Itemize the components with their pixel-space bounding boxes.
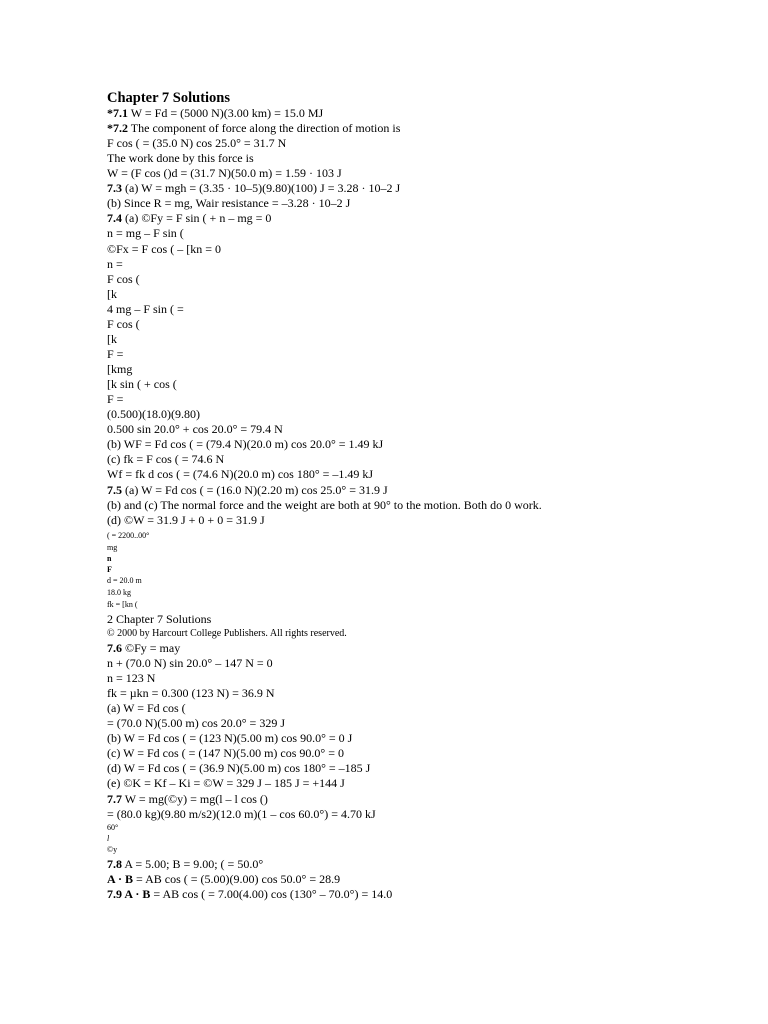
solution-line: F cos ( — [107, 272, 140, 286]
solution-line: (c) fk = F cos ( = 74.6 N — [107, 452, 225, 466]
solution-line: W = (F cos ()d = (31.7 N)(50.0 m) = 1.59 · 103 J — [107, 166, 342, 180]
copyright-notice: © 2000 by Harcourt College Publishers. All rights reserved. — [107, 628, 347, 639]
solution-line: F = — [107, 347, 124, 361]
figure-label: ( = 2200..00° — [107, 531, 150, 540]
solution-line: (e) ©K = Kf – Ki = ©W = 329 J – 185 J = +144 J — [107, 776, 345, 790]
figure-label: ©y — [107, 845, 118, 854]
solution-line: A · B = AB cos ( = (5.00)(9.00) cos 50.0° = 28.9 — [107, 872, 341, 886]
solution-line: F cos ( — [107, 317, 140, 331]
solution-line: 7.8 A = 5.00; B = 9.00; ( = 50.0° — [107, 857, 264, 871]
figure-label: 60° — [107, 823, 119, 832]
page-header: 2 Chapter 7 Solutions — [107, 612, 212, 626]
solution-line: (0.500)(18.0)(9.80) — [107, 407, 200, 421]
figure-label: fk = [kn ( — [107, 600, 138, 609]
solution-line: The work done by this force is — [107, 151, 254, 165]
solution-line: ©Fx = F cos ( – [kn = 0 — [107, 242, 221, 256]
solution-line: 7.6 ©Fy = may — [107, 641, 181, 655]
figure-label: d = 20.0 m — [107, 576, 142, 585]
solution-line: = (70.0 N)(5.00 m) cos 20.0° = 329 J — [107, 716, 285, 730]
solution-line: (d) ©W = 31.9 J + 0 + 0 = 31.9 J — [107, 513, 265, 527]
solution-line: [k — [107, 332, 117, 346]
solution-line: = (80.0 kg)(9.80 m/s2)(12.0 m)(1 – cos 60.0°) = 4.70 kJ — [107, 807, 376, 821]
solution-line: 7.4 (a) ©Fy = F sin ( + n – mg = 0 — [107, 211, 272, 225]
solution-line: n = — [107, 257, 123, 271]
solution-line: 7.3 (a) W = mgh = (3.35 · 10–5)(9.80)(100) J = 3.28 · 10–2 J — [107, 181, 401, 195]
solution-line: n + (70.0 N) sin 20.0° – 147 N = 0 — [107, 656, 273, 670]
solution-line: F cos ( = (35.0 N) cos 25.0° = 31.7 N — [107, 136, 287, 150]
solution-line: fk = µkn = 0.300 (123 N) = 36.9 N — [107, 686, 275, 700]
solution-line: (c) W = Fd cos ( = (147 N)(5.00 m) cos 90.0° = 0 — [107, 746, 344, 760]
solution-line: *7.1 W = Fd = (5000 N)(3.00 km) = 15.0 MJ — [107, 106, 324, 120]
solution-line: Wf = fk d cos ( = (74.6 N)(20.0 m) cos 180° = –1.49 kJ — [107, 467, 374, 481]
solution-line: (b) and (c) The normal force and the weight are both at 90° to the motion. Both do 0 work. — [107, 498, 542, 512]
solution-line: (b) WF = Fd cos ( = (79.4 N)(20.0 m) cos 20.0° = 1.49 kJ — [107, 437, 384, 451]
solution-line: 7.7 W = mg(©y) = mg(l – l cos () — [107, 792, 268, 806]
solution-line: F = — [107, 392, 124, 406]
figure-label: 18.0 kg — [107, 588, 131, 597]
solution-line: (d) W = Fd cos ( = (36.9 N)(5.00 m) cos 180° = –185 J — [107, 761, 371, 775]
solution-line: (b) Since R = mg, Wair resistance = –3.28 · 10–2 J — [107, 196, 351, 210]
figure-label: mg — [107, 543, 118, 552]
solution-line: [kmg — [107, 362, 133, 376]
solution-line: [k — [107, 287, 117, 301]
solution-line: n = 123 N — [107, 671, 156, 685]
figure-label: n — [107, 554, 112, 563]
solution-line: 7.5 (a) W = Fd cos ( = (16.0 N)(2.20 m) cos 25.0° = 31.9 J — [107, 483, 388, 497]
figure-label: F — [107, 565, 112, 574]
solution-line: 0.500 sin 20.0° + cos 20.0° = 79.4 N — [107, 422, 283, 436]
solution-line: n = mg – F sin ( — [107, 226, 184, 240]
figure-label: l — [107, 834, 110, 843]
solution-line: *7.2 The component of force along the direction of motion is — [107, 121, 401, 135]
solution-line: 4 mg – F sin ( = — [107, 302, 184, 316]
solution-line: 7.9 A · B = AB cos ( = 7.00(4.00) cos (130° – 70.0°) = 14.0 — [107, 887, 393, 901]
solution-line: (b) W = Fd cos ( = (123 N)(5.00 m) cos 90.0° = 0 J — [107, 731, 353, 745]
solution-line: (a) W = Fd cos ( — [107, 701, 186, 715]
solution-line: [k sin ( + cos ( — [107, 377, 177, 391]
chapter-title: Chapter 7 Solutions — [107, 90, 231, 106]
